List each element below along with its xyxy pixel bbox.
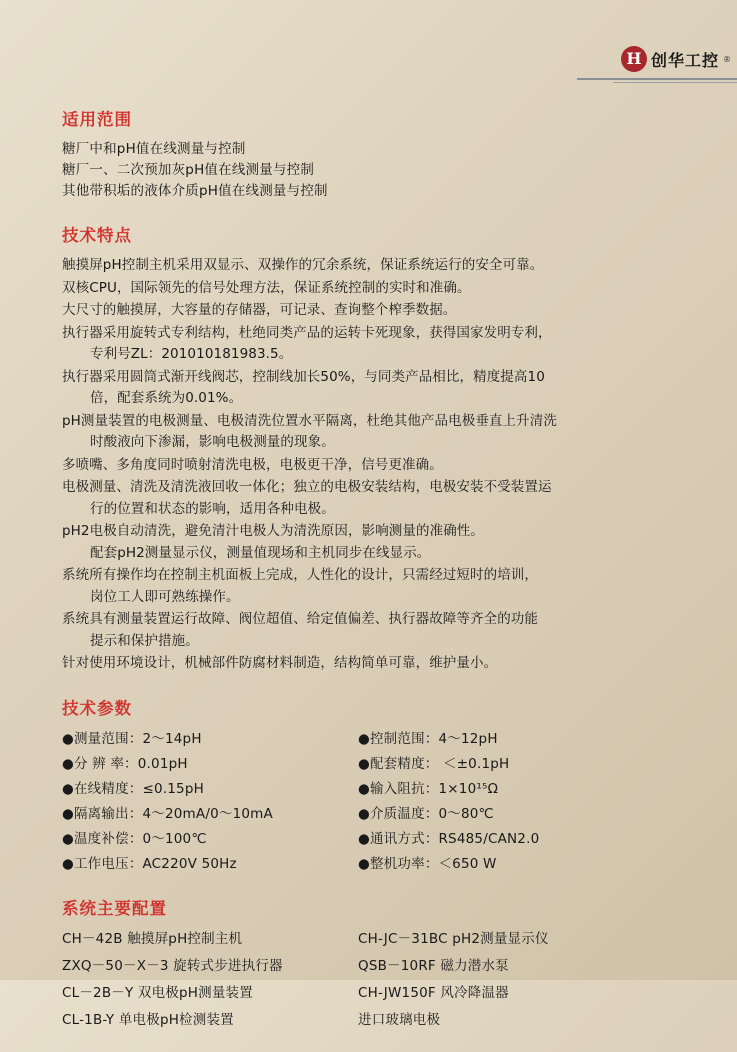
feature-item — [62, 565, 682, 608]
section-parameters — [62, 695, 682, 875]
feature-text: 系统所有操作均在控制主机面板上完成，人性化的设计，只需经过短时的培训， — [62, 567, 538, 583]
section-title-configuration: 系统主要配置 — [62, 898, 167, 918]
feature-text: 多喷嘴、多角度同时喷射清洗电极，电极更干净，信号更准确。 — [62, 456, 443, 473]
parameter-item: ●控制范围：4～12pH — [358, 730, 498, 747]
configuration-item: CL－2B－Y 双电极pH测量装置 — [62, 984, 253, 1001]
feature-item — [62, 455, 682, 477]
parameter-item: ●隔离输出：4～20mA/0～10mA — [62, 805, 273, 822]
configuration-item: CH-JW150F 风冷降温器 — [358, 984, 509, 1001]
feature-cont: 配套pH2测量显示仪，测量值现场和主机同步在线显示。 — [90, 544, 431, 561]
feature-text: 大尺寸的触摸屏，大容量的存储器，可记录、查询整个榨季数据。 — [62, 302, 457, 318]
parameter-item: ●介质温度：0～80℃ — [358, 805, 494, 822]
feature-text: 执行器采用圆筒式渐开线阀芯，控制线加长50%，与同类产品相比，精度提高10 — [62, 368, 545, 385]
feature-item — [62, 255, 682, 277]
section-configuration — [62, 895, 682, 1032]
scope-line: 糖厂中和pH值在线测量与控制 — [62, 141, 246, 157]
feature-cont: 提示和保护措施。 — [90, 632, 199, 649]
feature-item — [62, 653, 682, 675]
parameter-item: ●在线精度：≤0.15pH — [62, 780, 204, 797]
parameter-item: ●测量范围：2～14pH — [62, 730, 202, 747]
feature-item — [62, 521, 682, 564]
parameters-grid — [62, 728, 682, 875]
company-logo — [577, 40, 737, 78]
feature-cont: 时酸液向下渗漏，影响电极测量的现象。 — [90, 434, 335, 450]
feature-cont: 岗位工人即可熟练操作。 — [90, 588, 240, 605]
feature-cont: 倍，配套系统为0.01%。 — [90, 390, 243, 406]
feature-text: 触摸屏pH控制主机采用双显示、双操作的冗余系统，保证系统运行的安全可靠。 — [62, 257, 544, 273]
feature-text: 电极测量、清洗及清洗液回收一体化；独立的电极安装结构，电极安装不受装置运 — [62, 479, 552, 495]
feature-item — [62, 609, 682, 652]
section-title-parameters: 技术参数 — [62, 698, 132, 718]
section-title-scope: 适用范围 — [62, 110, 132, 129]
parameter-item: ●工作电压：AC220V 50Hz — [62, 855, 237, 872]
feature-item — [62, 411, 682, 454]
registered-mark-icon: ® — [723, 54, 731, 64]
section-scope — [62, 106, 682, 202]
feature-item — [62, 278, 682, 300]
section-features — [62, 222, 682, 675]
feature-text: pH测量装置的电极测量、电极清洗位置水平隔离，杜绝其他产品电极垂直上升清洗 — [62, 412, 557, 429]
configuration-item: CH－42B 触摸屏pH控制主机 — [62, 930, 243, 947]
configuration-item: CL-1B-Y 单电极pH检测装置 — [62, 1011, 234, 1028]
feature-text: pH2电极自动清洗，避免清汁电极人为清洗原因，影响测量的准确性。 — [62, 523, 485, 539]
feature-item — [62, 367, 682, 410]
configuration-item: QSB－10RF 磁力潜水泵 — [358, 957, 509, 974]
parameter-item: ●通讯方式：RS485/CAN2.0 — [358, 830, 540, 847]
feature-item — [62, 300, 682, 322]
feature-cont: 行的位置和状态的影响，适用各种电极。 — [90, 500, 335, 517]
configuration-item: 进口玻璃电极 — [358, 1011, 441, 1028]
parameter-item: ●分 辨 率：0.01pH — [62, 755, 188, 772]
feature-text: 针对使用环境设计，机械部件防腐材料制造，结构简单可靠，维护量小。 — [62, 655, 498, 671]
feature-item — [62, 323, 682, 366]
parameter-item: ●整机功率：＜650 W — [358, 855, 497, 872]
configuration-item: ZXQ－50－X－3 旋转式步进执行器 — [62, 957, 283, 974]
parameter-item: ●输入阻抗：1×10¹⁵Ω — [358, 780, 499, 797]
logo-mark-icon: H — [621, 46, 647, 72]
logo-divider-secondary — [613, 82, 737, 83]
feature-text: 执行器采用旋转式专利结构，杜绝同类产品的运转卡死现象，获得国家发明专利， — [62, 324, 552, 341]
feature-text: 系统具有测量装置运行故障、阀位超值、给定值偏差、执行器故障等齐全的功能 — [62, 611, 538, 627]
parameter-item: ●配套精度： ＜±0.1pH — [358, 755, 510, 772]
logo-wrap — [621, 46, 737, 72]
document-content — [62, 106, 682, 1052]
logo-divider — [577, 78, 737, 80]
scope-line: 其他带积垢的液体介质pH值在线测量与控制 — [62, 183, 328, 199]
parameter-item: ●温度补偿：0～100℃ — [62, 830, 207, 847]
logo-text: 创华工控 — [650, 50, 719, 70]
feature-cont: 专利号ZL：201010181983.5。 — [90, 346, 293, 362]
feature-text: 双核CPU，国际领先的信号处理方法，保证系统控制的实时和准确。 — [62, 279, 471, 296]
configuration-item: CH-JC－31BC pH2测量显示仪 — [358, 930, 549, 947]
scope-line: 糖厂一、二次预加灰pH值在线测量与控制 — [62, 162, 315, 178]
feature-item — [62, 477, 682, 520]
section-title-features: 技术特点 — [62, 226, 132, 245]
